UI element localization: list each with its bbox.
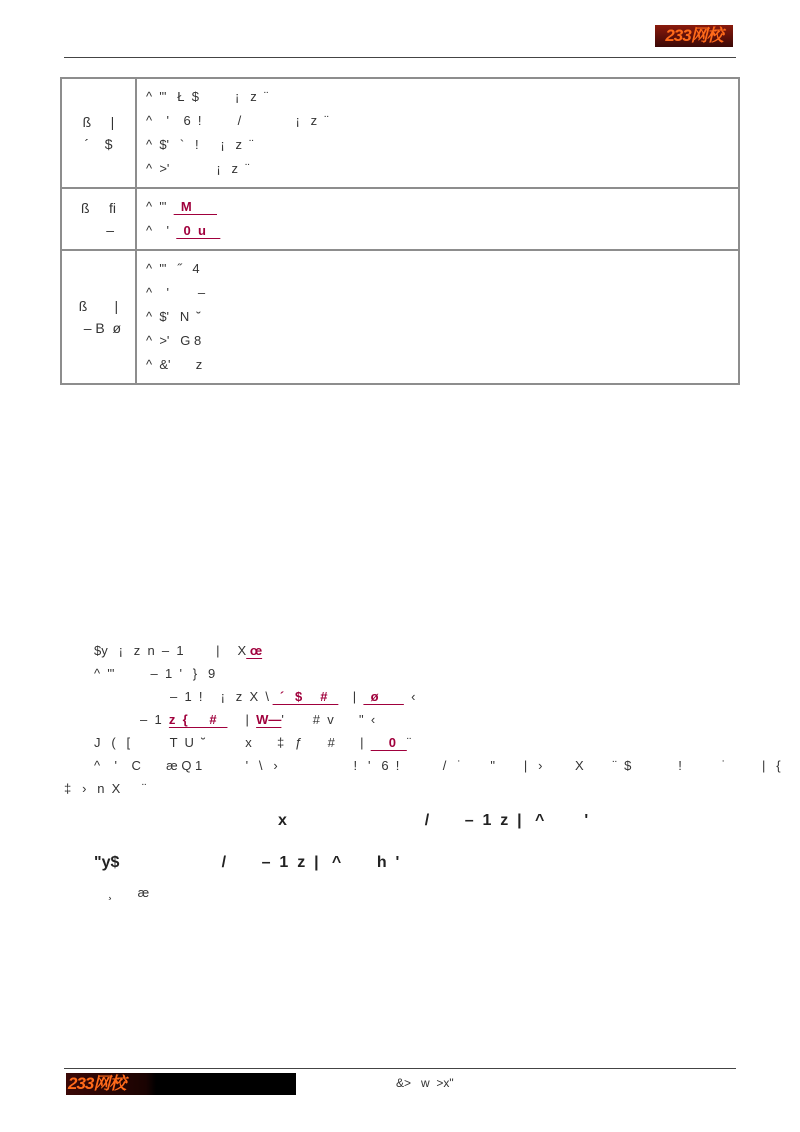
row-label-line: ß | [82, 114, 115, 130]
content-line [146, 195, 738, 219]
footer-rule [64, 1068, 736, 1069]
content-segment: ^ ' 6 ! / ¡ z ¨ [146, 113, 329, 128]
body-line-1 [94, 643, 262, 659]
content-segment-link: 0 u [176, 223, 221, 238]
body-segment: ‹ [403, 689, 416, 704]
table-row [61, 188, 739, 250]
row-label-line: ß | [78, 298, 119, 314]
info-table [60, 77, 740, 385]
body-line-4 [140, 712, 375, 728]
body-segment-link: ø [363, 689, 404, 704]
content-segment: ^ $' N ˘ [146, 309, 201, 324]
body-segment: | [338, 689, 364, 704]
body-segment: – 1 [140, 712, 169, 727]
body-line-2 [94, 666, 215, 682]
content-segment: ^ ' – [146, 285, 206, 300]
header-rule [64, 57, 736, 58]
body-segment: ^ ' C æ Q 1 ' \ › ! ' 6 ! / ˙ " | › X ¨ $ ! ˙ | { [94, 758, 781, 773]
body-segment: $y ¡ z n – 1 | X [94, 643, 247, 658]
content-line [146, 157, 738, 181]
row-label-line: – [82, 222, 115, 238]
content-segment: ^ $' ` ! ¡ z ¨ [146, 137, 254, 152]
row-label [61, 250, 136, 384]
content-segment-link: M [173, 199, 217, 214]
body-segment: ‡ › n X ¨ [64, 781, 147, 796]
row-label-line: ´ $ [84, 136, 113, 152]
body-segment-link: 0 [370, 735, 407, 750]
content-line [146, 329, 738, 353]
table-row [61, 78, 739, 188]
content-segment: ^ ' [146, 223, 177, 238]
body-segment: ' # v " ‹ [281, 712, 376, 727]
footer-logo: 233网校 [66, 1073, 296, 1095]
footer-text: &> w >x" [396, 1076, 454, 1090]
content-segment: ^ &' z [146, 357, 203, 372]
content-line [146, 353, 738, 377]
row-label [61, 188, 136, 250]
row-content [136, 250, 739, 384]
content-segment: ^ >' G 8 [146, 333, 202, 348]
section-heading-1: x / – 1 z | ^ ' [278, 812, 589, 829]
content-line [146, 109, 738, 133]
section-heading-2: "y$ / – 1 z | ^ h ' [94, 854, 400, 871]
row-label-line: – B ø [75, 320, 122, 336]
content-line [146, 219, 738, 243]
body-segment: – 1 ! ¡ z X \ [170, 689, 273, 704]
content-segment: ^ >' ¡ z ¨ [146, 161, 250, 176]
body-line-3 [170, 689, 415, 705]
body-line-8 [108, 885, 149, 901]
body-segment: ^ "' – 1 ' } 9 [94, 666, 216, 681]
body-segment: ¸ æ [108, 885, 150, 900]
row-content [136, 78, 739, 188]
row-label [61, 78, 136, 188]
row-content [136, 188, 739, 250]
body-line-7 [64, 781, 146, 797]
body-segment-link: ´ $ # [272, 689, 339, 704]
content-line [146, 257, 738, 281]
content-segment: ^ "' ˝ 4 [146, 261, 200, 276]
body-line-6 [94, 758, 781, 774]
body-line-5 [94, 735, 411, 751]
brand-logo: 233网校 [655, 25, 733, 47]
content-line [146, 281, 738, 305]
table-row [61, 250, 739, 384]
content-line [146, 133, 738, 157]
content-line [146, 305, 738, 329]
body-segment: | [227, 712, 257, 727]
row-label-line: ß fi [81, 200, 116, 216]
body-segment: J ( [ T U ˘ x ‡ ƒ # | [94, 735, 371, 750]
body-segment: ¨ [406, 735, 412, 750]
body-segment-link: W— [256, 712, 282, 727]
body-segment-link: z { # [168, 712, 228, 727]
content-segment: ^ "' [146, 199, 174, 214]
content-line [146, 85, 738, 109]
content-segment: ^ "' Ł $ ¡ z ¨ [146, 89, 269, 104]
body-segment-link: œ [246, 643, 263, 658]
